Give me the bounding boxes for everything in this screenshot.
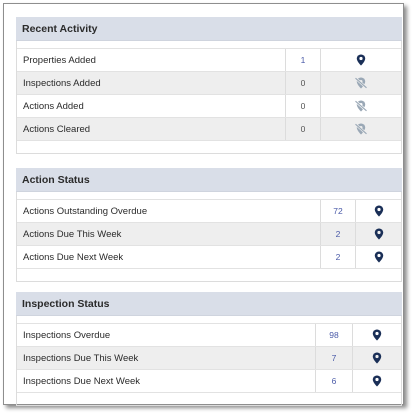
row-label: Inspections Due Next Week [23,375,141,387]
inspection-status-panel [16,292,402,406]
map-pin-off-icon [320,95,401,117]
recent-activity-panel [16,17,402,154]
table-row [17,246,401,269]
row-count-link[interactable]: 2 [320,223,355,245]
table-row [17,72,401,95]
row-label: Actions Due Next Week [23,251,124,263]
row-count: 0 [285,118,320,140]
row-count: 0 [285,95,320,117]
inspection-status-table [16,316,402,406]
row-count: 0 [285,72,320,94]
map-pin-icon[interactable] [355,200,401,222]
action-status-table [16,192,402,282]
recent-activity-table [16,41,402,154]
row-label: Inspections Added [23,77,101,89]
table-row [17,370,401,393]
map-pin-icon[interactable] [320,49,401,71]
row-label: Actions Due This Week [23,228,122,240]
row-count-link[interactable]: 1 [285,49,320,71]
map-pin-off-icon [320,72,401,94]
row-label: Inspections Overdue [23,329,111,341]
table-row [17,223,401,246]
table-row [17,118,401,141]
map-pin-icon[interactable] [352,347,401,369]
table-row [17,95,401,118]
dashboard-frame [3,3,404,405]
table-row [17,324,401,347]
row-label: Actions Outstanding Overdue [23,205,148,217]
map-pin-icon[interactable] [355,246,401,268]
row-label: Properties Added [23,54,96,66]
recent-activity-title: Recent Activity [16,17,402,41]
row-count-link[interactable]: 72 [320,200,355,222]
row-label: Inspections Due This Week [23,352,139,364]
map-pin-icon[interactable] [352,370,401,392]
table-row [17,347,401,370]
row-label: Actions Cleared [23,123,91,135]
table-row [17,49,401,72]
table-row [17,200,401,223]
map-pin-icon[interactable] [355,223,401,245]
row-count-link[interactable]: 98 [315,324,352,346]
map-pin-icon[interactable] [352,324,401,346]
action-status-panel [16,168,402,282]
map-pin-off-icon [320,118,401,140]
row-label: Actions Added [23,100,84,112]
row-count-link[interactable]: 7 [315,347,352,369]
action-status-title: Action Status [16,168,402,192]
inspection-status-title: Inspection Status [16,292,402,316]
row-count-link[interactable]: 6 [315,370,352,392]
row-count-link[interactable]: 2 [320,246,355,268]
